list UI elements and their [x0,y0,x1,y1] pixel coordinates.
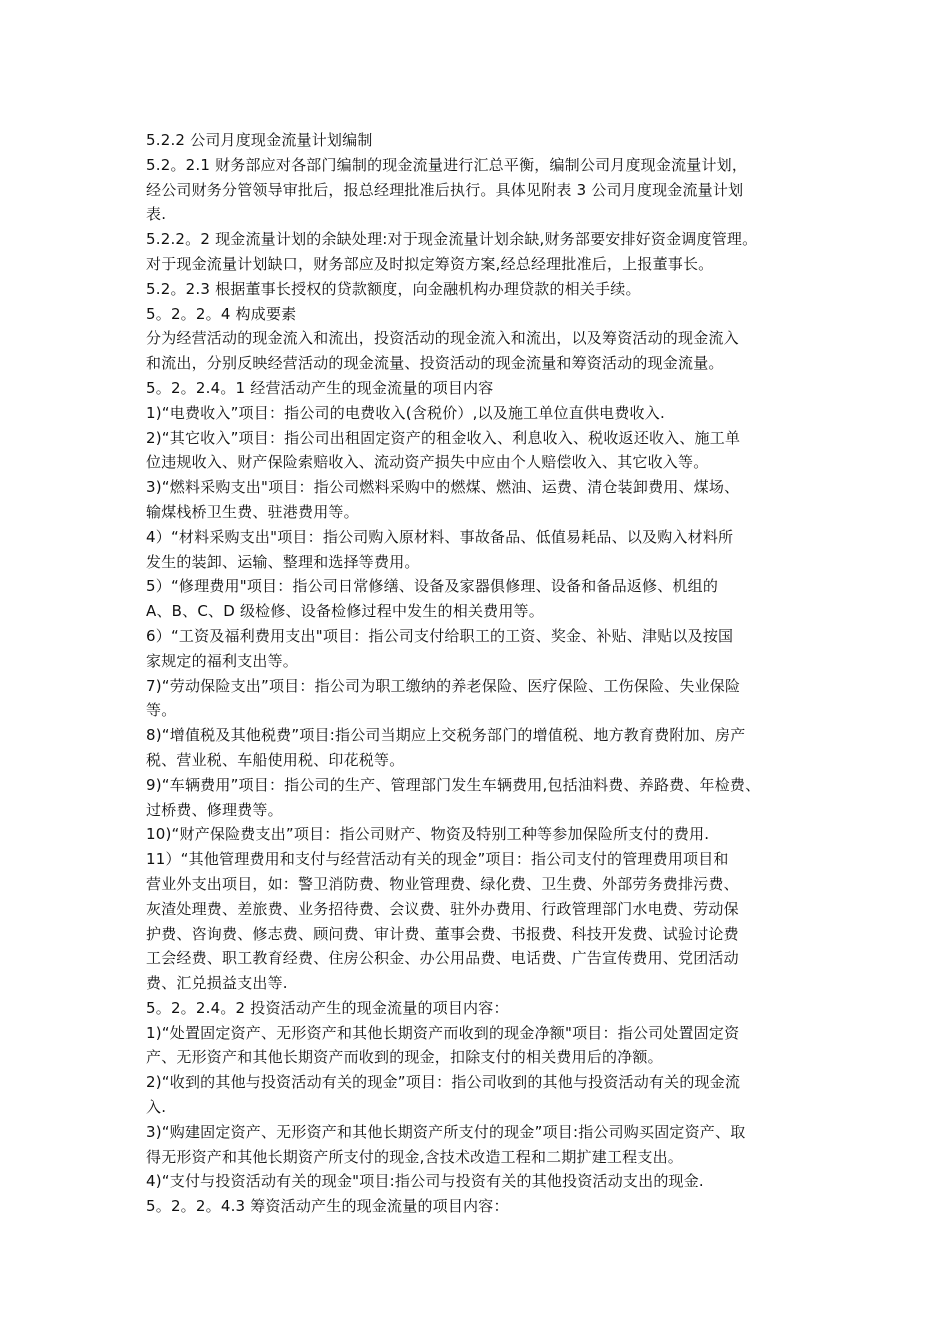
text-line: 灰渣处理费、差旅费、业务招待费、会议费、驻外办费用、行政管理部门水电费、劳动保 [146,899,739,918]
text-line: 工会经费、职工教育经费、住房公积金、办公用品费、电话费、广告宣传费用、党团活动 [146,949,739,968]
text-line: 6）“工资及福利费用支出"项目：指公司支付给职工的工资、奖金、补贴、津贴以及按国 [146,626,734,645]
text-line: 发生的装卸、运输、整理和选择等费用。 [146,552,420,571]
text-line: 等。 [146,701,177,720]
text-line: 产、无形资产和其他长期资产而收到的现金，扣除支付的相关费用后的净额。 [146,1048,663,1067]
text-line: 3)“购建固定资产、无形资产和其他长期资产所支付的现金”项目:指公司购买固定资产、取 [146,1122,746,1141]
text-line: 2)“其它收入”项目：指公司出租固定资产的租金收入、利息收入、税收返还收入、施工单 [146,428,741,447]
text-line: 入. [146,1098,167,1117]
text-line: 输煤栈桥卫生费、驻港费用等。 [146,502,359,521]
heading-financing-activities: 5。2。2。4.3 筹资活动产生的现金流量的项目内容： [146,1197,509,1216]
text-line: A、B、C、D 级检修、设备检修过程中发生的相关费用等。 [146,602,544,621]
text-line: 和流出，分别反映经营活动的现金流量、投资活动的现金流量和筹资活动的现金流量。 [146,354,724,373]
text-line: 7)“劳动保险支出”项目：指公司为职工缴纳的养老保险、医疗保险、工伤保险、失业保险 [146,676,741,695]
text-line: 过桥费、修理费等。 [146,800,283,819]
text-line: 8)“增值税及其他税费”项目:指公司当期应上交税务部门的增值税、地方教育费附加、房产 [146,726,746,745]
text-line: 表. [146,205,167,224]
text-line: 3)“燃料采购支出"项目：指公司燃料采购中的燃煤、燃油、运费、清仓装卸费用、煤场、 [146,478,740,497]
text-line: 得无形资产和其他长期资产所支付的现金,含技术改造工程和二期扩建工程支出。 [146,1147,683,1166]
text-line: 费、汇兑损益支出等. [146,974,288,993]
text-line: 9)“车辆费用”项目：指公司的生产、管理部门发生车辆费用,包括油料费、养路费、年检费、 [146,775,761,794]
text-line: 4)“支付与投资活动有关的现金"项目:指公司与投资有关的其他投资活动支出的现金. [146,1172,704,1191]
text-line: 4）“材料采购支出"项目：指公司购入原材料、事故备品、低值易耗品、以及购入材料所 [146,527,734,546]
text-line: 营业外支出项目，如：警卫消防费、物业管理费、绿化费、卫生费、外部劳务费排污费、 [146,874,739,893]
text-line: 护费、咨询费、修志费、顾问费、审计费、董事会费、书报费、科技开发费、试验讨论费 [146,924,739,943]
document-body [146,128,816,1219]
text-line: 1)“处置固定资产、无形资产和其他长期资产而收到的现金净额"项目：指公司处置固定资 [146,1023,740,1042]
text-line: 5.2。2.1 财务部应对各部门编制的现金流量进行汇总平衡，编制公司月度现金流量计划， [146,155,748,174]
text-line: 对于现金流量计划缺口，财务部应及时拟定筹资方案,经总经理批准后，上报董事长。 [146,254,714,273]
heading-operating-activities: 5。2。2.4。1 经营活动产生的现金流量的项目内容 [146,378,494,397]
text-line: 位违规收入、财产保险索赔收入、流动资产损失中应由个人赔偿收入、其它收入等。 [146,453,709,472]
text-line: 分为经营活动的现金流入和流出，投资活动的现金流入和流出，以及筹资活动的现金流入 [146,329,739,348]
text-line: 2)“收到的其他与投资活动有关的现金”项目：指公司收到的其他与投资活动有关的现金流 [146,1073,741,1092]
text-line: 税、营业税、车船使用税、印花税等。 [146,750,405,769]
text-line: 家规定的福利支出等。 [146,651,299,670]
text-line: 5.2。2.3 根据董事长授权的贷款额度，向金融机构办理贷款的相关手续。 [146,279,641,298]
heading-5-2-2: 5.2.2 公司月度现金流量计划编制 [146,131,373,149]
heading-investing-activities: 5。2。2.4。2 投资活动产生的现金流量的项目内容： [146,998,509,1017]
text-line: 10)“财产保险费支出”项目：指公司财产、物资及特别工种等参加保险所支付的费用. [146,825,710,844]
text-line: 5）“修理费用"项目：指公司日常修缮、设备及家器俱修理、设备和备品返修、机组的 [146,577,719,596]
text-line: 5.2.2。2 现金流量计划的余缺处理:对于现金流量计划余缺,财务部要安排好资金调度管理。 [146,230,758,249]
text-line: 11）“其他管理费用和支付与经营活动有关的现金”项目：指公司支付的管理费用项目和 [146,850,729,869]
heading-5-2-2-4: 5。2。2。4 构成要素 [146,304,297,323]
text-line: 1)“电费收入”项目：指公司的电费收入(含税价）,以及施工单位直供电费收入. [146,403,665,422]
text-line: 经公司财务分管领导审批后，报总经理批准后执行。具体见附表 3 公司月度现金流量计划 [146,180,744,199]
